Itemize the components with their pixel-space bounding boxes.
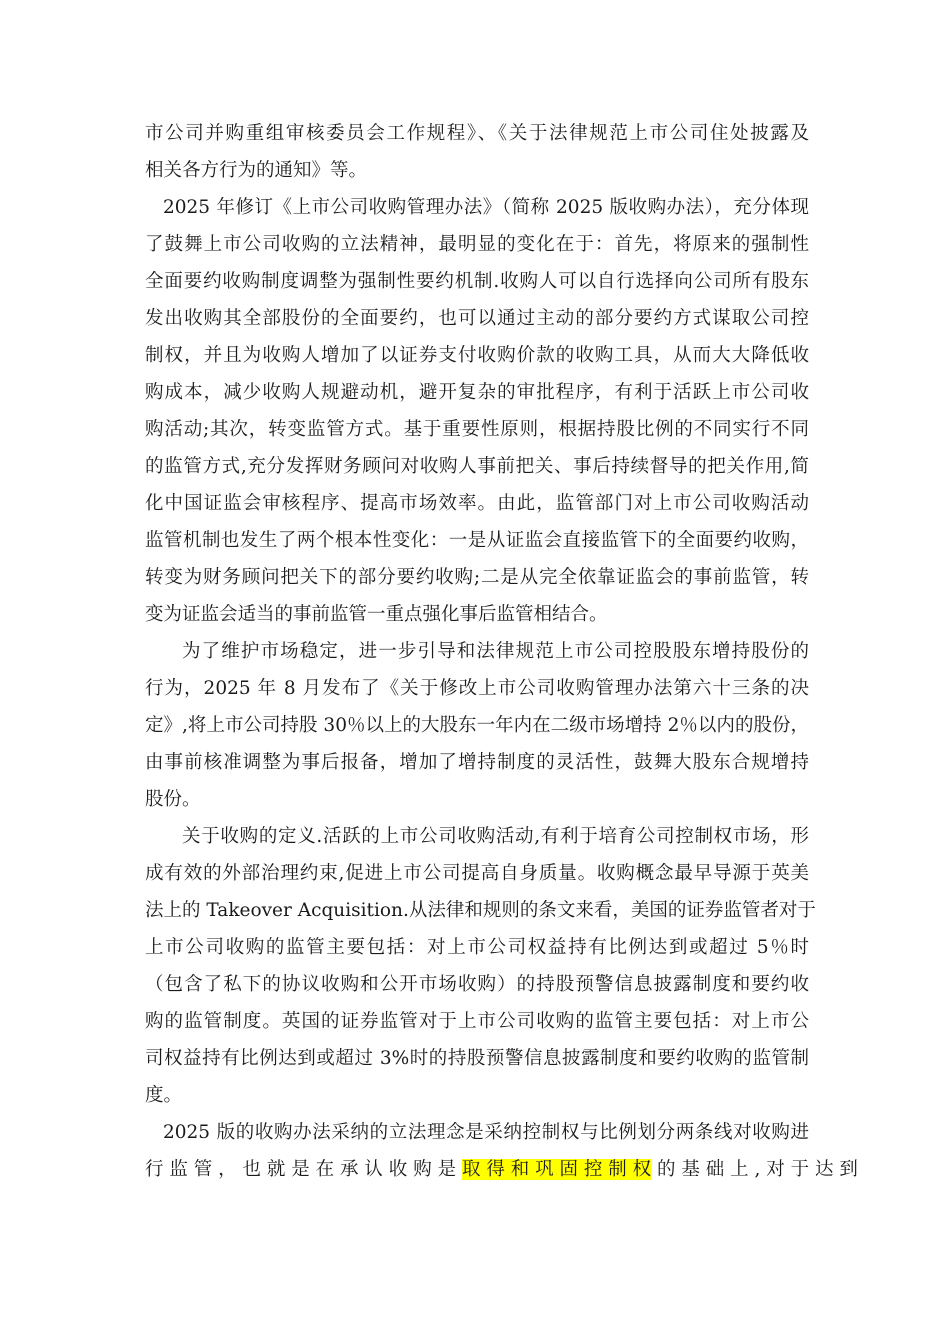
- text-line: 市公司并购重组审核委员会工作规程》、《关于法律规范上市公司住处披露及: [145, 123, 809, 144]
- text-line: 转变为财务顾问把关下的部分要约收购;二是从完全依靠证监会的事前监管，转: [145, 567, 809, 588]
- highlighted-text: 取 得 和 巩 固 控 制 权: [461, 1159, 652, 1180]
- text-line: 关于收购的定义.活跃的上市公司收购活动,有利于培育公司控制权市场，形: [182, 826, 809, 847]
- text-line: 法上的 Takeover Acquisition.从法律和规则的条文来看，美国的证券监管者对于: [145, 900, 816, 921]
- text-line: 2025 版的收购办法采纳的立法理念是采纳控制权与比例划分两条线对收购进: [163, 1122, 809, 1143]
- text-line: 2025 年修订《上市公司收购管理办法》（简称 2025 版收购办法），充分体现: [163, 197, 809, 218]
- text-line: 定》,将上市公司持股 30％以上的大股东一年内在二级市场增持 2％以内的股份，: [145, 715, 809, 736]
- text-line: 发出收购其全部股份的全面要约，也可以通过主动的部分要约方式谋取公司控: [145, 308, 809, 329]
- text-line: 购成本，减少收购人规避动机，避开复杂的审批程序，有利于活跃上市公司收: [145, 382, 809, 403]
- text-line: 监管机制也发生了两个根本性变化：一是从证监会直接监管下的全面要约收购，: [145, 530, 809, 551]
- text-line: 全面要约收购制度调整为强制性要约机制.收购人可以自行选择向公司所有股东: [145, 271, 809, 292]
- text-line: 变为证监会适当的事前监管一重点强化事后监管相结合。: [145, 604, 608, 625]
- text-line: 化中国证监会审核程序、提高市场效率。由此，监管部门对上市公司收购活动: [145, 493, 809, 514]
- text-line: 制权，并且为收购人增加了以证券支付收购价款的收购工具，从而大大降低收: [145, 345, 809, 366]
- text-line-last: [145, 1151, 858, 1188]
- text-line: 了鼓舞上市公司收购的立法精神，最明显的变化在于：首先，将原来的强制性: [145, 234, 809, 255]
- text-line: 行为，2025 年 8 月发布了《关于修改上市公司收购管理办法第六十三条的决: [145, 678, 809, 699]
- text-line: 相关各方行为的通知》等。: [145, 160, 368, 181]
- text-line: 司权益持有比例达到或超过 3%时的持股预警信息披露制度和要约收购的监管制: [145, 1048, 809, 1069]
- text-line: （包含了私下的协议收购和公开市场收购）的持股预警信息披露制度和要约收: [145, 974, 809, 995]
- document-body: [145, 115, 858, 1188]
- text-line: 为了维护市场稳定，进一步引导和法律规范上市公司控股股东增持股份的: [182, 641, 809, 662]
- text-segment: 行 监 管 ， 也 就 是 在 承 认 收 购 是: [145, 1159, 462, 1180]
- text-line: 购活动;其次，转变监管方式。基于重要性原则，根据持股比例的不同实行不同: [145, 419, 809, 440]
- text-segment: 的 基 础 上 , 对 于 达 到: [651, 1159, 858, 1180]
- text-line: 成有效的外部治理约束,促进上市公司提高自身质量。收购概念最早导源于英美: [145, 863, 809, 884]
- text-line: 由事前核准调整为事后报备，增加了增持制度的灵活性，鼓舞大股东合规增持: [145, 752, 809, 773]
- text-line: 上市公司收购的监管主要包括：对上市公司权益持有比例达到或超过 5％时: [145, 937, 809, 958]
- text-line: 购的监管制度。英国的证券监管对于上市公司收购的监管主要包括：对上市公: [145, 1011, 809, 1032]
- text-line: 股份。: [145, 789, 201, 810]
- text-line: 度。: [145, 1085, 183, 1106]
- text-line: 的监管方式,充分发挥财务顾问对收购人事前把关、事后持续督导的把关作用,简: [145, 456, 809, 477]
